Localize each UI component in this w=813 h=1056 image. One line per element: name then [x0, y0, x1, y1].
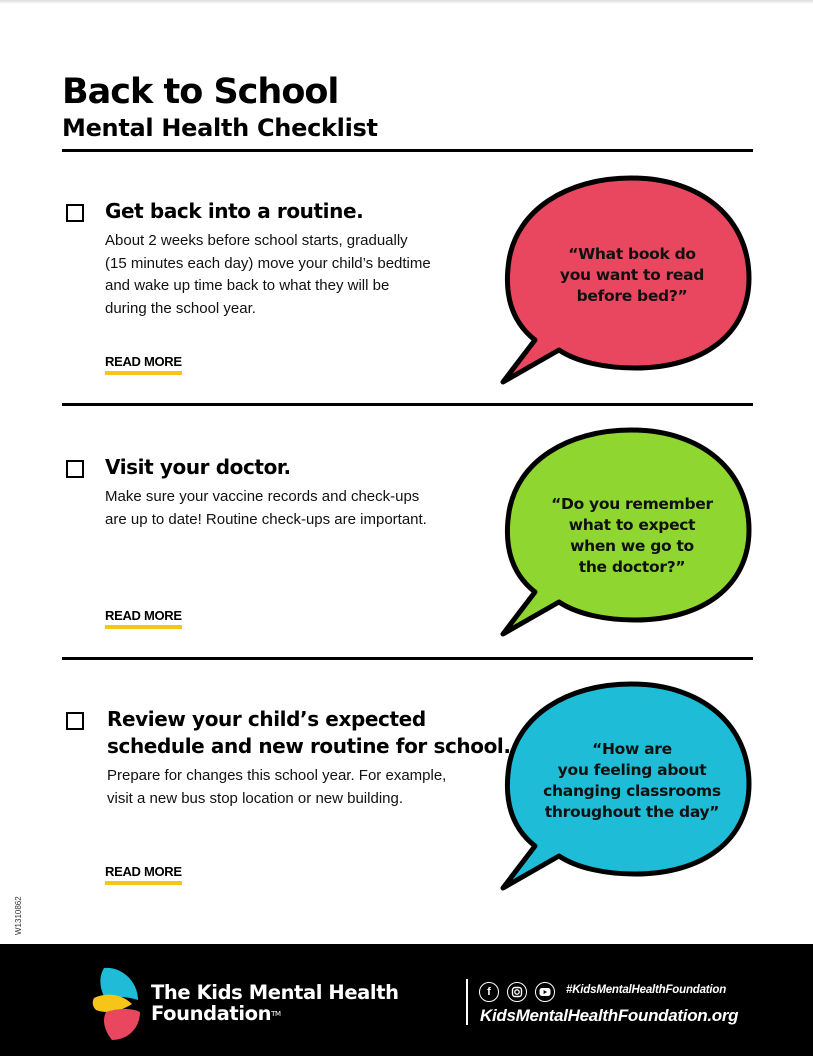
section-divider — [62, 403, 753, 406]
item-description: About 2 weeks before school starts, gradually (15 minutes each day) move your child’s bedtime and wake up time back to what they will be during the school year. — [105, 232, 431, 317]
speech-bubble — [495, 674, 757, 896]
instagram-icon[interactable] — [507, 982, 527, 1002]
checkbox-schedule[interactable] — [66, 712, 84, 730]
page-subtitle: Mental Health Checklist — [62, 114, 378, 142]
speech-bubble — [495, 168, 757, 390]
speech-bubble — [495, 420, 757, 642]
section-divider — [62, 657, 753, 660]
checkbox-routine[interactable] — [66, 204, 84, 222]
speech-bubble-quote: “What book do you want to read before bed?” — [559, 245, 705, 305]
speech-bubble-quote: “Do you remember what to expect when we go to the doctor?” — [551, 495, 713, 576]
read-more-link[interactable]: READ MORE — [105, 864, 182, 885]
read-more-link[interactable]: READ MORE — [105, 354, 182, 375]
item-description: Make sure your vaccine records and check-ups are up to date! Routine check-ups are important. — [105, 488, 427, 528]
item-heading: Visit your doctor. — [105, 455, 291, 479]
trademark-mark: TM — [271, 1010, 281, 1018]
youtube-icon[interactable] — [535, 982, 555, 1002]
item-description: Prepare for changes this school year. For example, visit a new bus stop location or new building. — [107, 767, 447, 807]
item-heading: Review your child’s expected schedule and new routine for school. — [107, 707, 511, 758]
checkbox-doctor[interactable] — [66, 460, 84, 478]
org-name: Foundation™ — [151, 1002, 281, 1025]
top-edge-shadow — [0, 0, 813, 4]
foundation-logo-icon — [92, 966, 142, 1042]
org-name: The Kids Mental Health — [151, 981, 399, 1004]
facebook-icon[interactable]: f — [479, 982, 499, 1002]
page-title: Back to School — [62, 72, 339, 112]
hashtag: #KidsMentalHealthFoundation — [566, 984, 727, 996]
read-more-link[interactable]: READ MORE — [105, 608, 182, 629]
section-divider — [62, 149, 753, 152]
footer-separator — [466, 979, 468, 1025]
website-link[interactable]: KidsMentalHealthFoundation.org — [480, 1006, 739, 1025]
document-code: W1310862 — [14, 896, 23, 935]
item-heading: Get back into a routine. — [105, 199, 364, 223]
footer — [0, 944, 813, 1056]
speech-bubble-quote: “How are you feeling about changing classrooms throughout the day” — [543, 740, 721, 821]
